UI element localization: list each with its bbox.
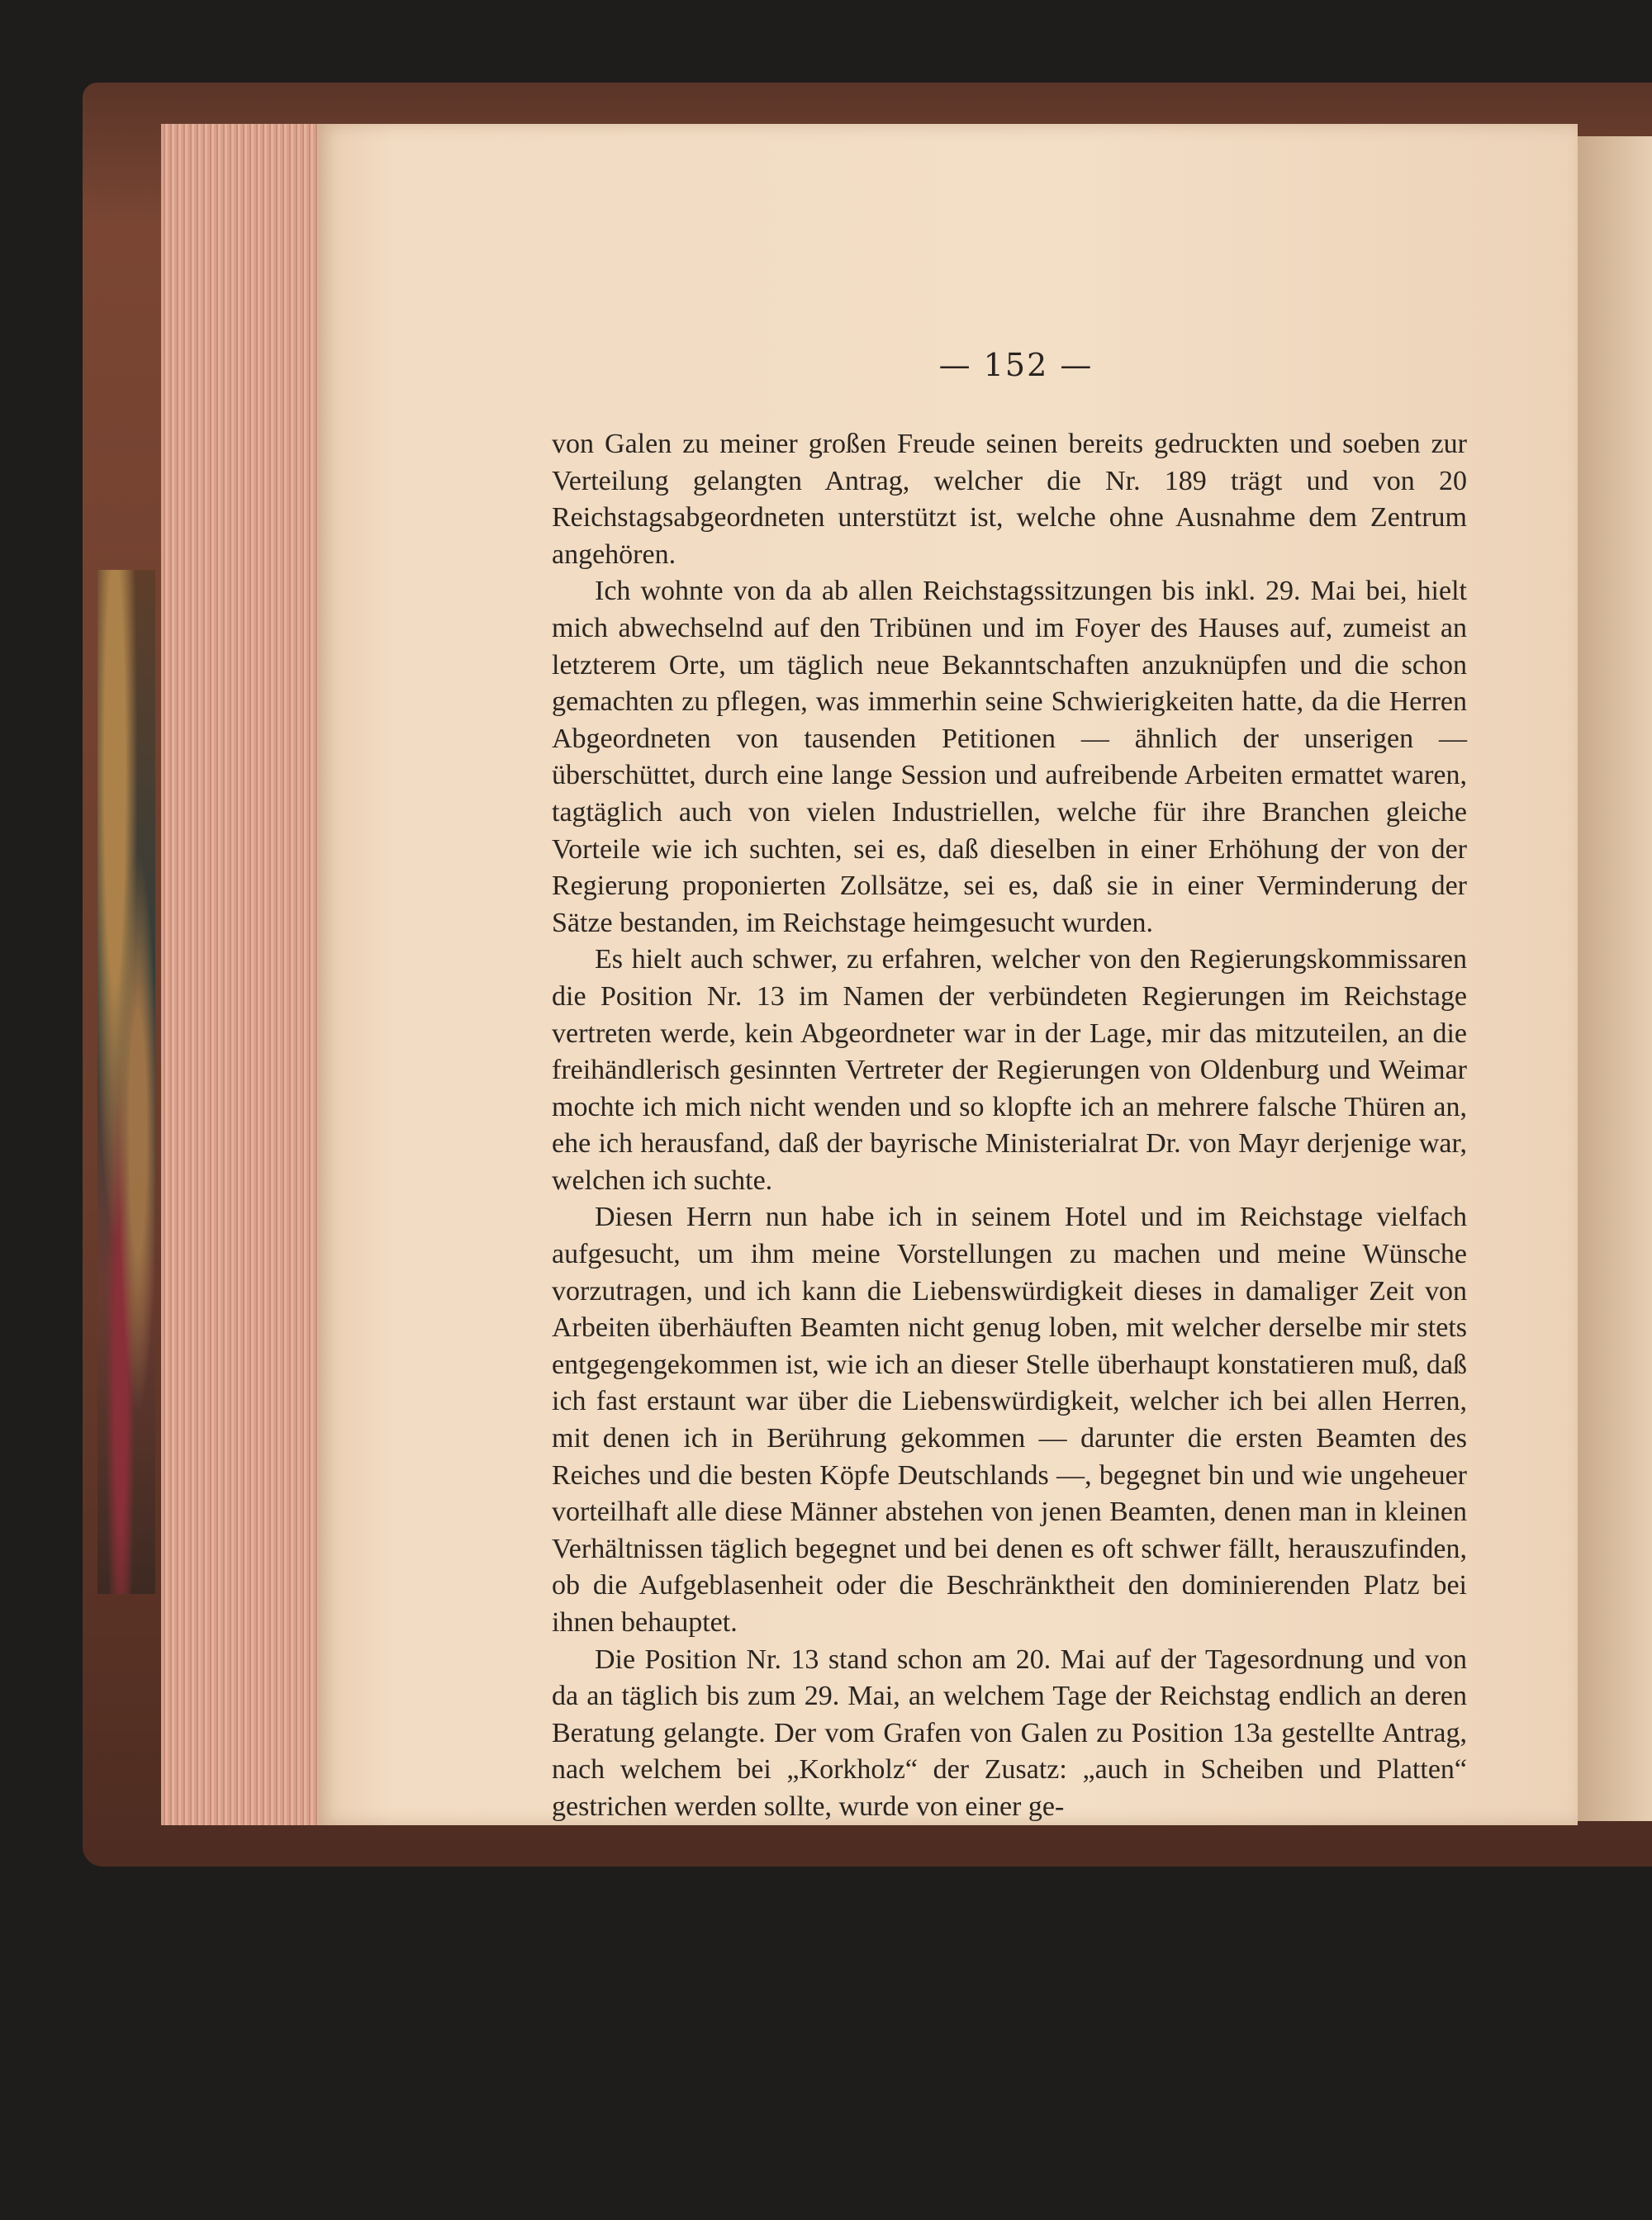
marbled-endpaper <box>97 570 155 1594</box>
paragraph-4: Diesen Herrn nun habe ich in seinem Hotel und im Reichstage vielfach aufgesucht, um ihm meine Vorstellungen zu machen und meine Wünsche vorzutragen, und ich kann die Liebenswürdigkeit dieses in damaliger Zeit von Arbeiten überhäuften Beamten nicht genug loben, mit welcher derselbe mir stets entgegengekommen ist, wie ich an dieser Stelle überhaupt konstatieren muß, daß ich fast erstaunt war über die Liebenswürdigkeit, welcher ich bei allen Herren, mit denen ich in Berührung gekommen — darunter die ersten Beamten des Reiches und die besten Köpfe Deutschlands —, begegnet bin und wie ungeheuer vorteilhaft alle diese Männer abstehen von jenen Beamten, denen man in kleinen Verhältnissen täglich begegnet und bei denen es oft schwer fällt, herauszufinden, ob die Aufgeblasenheit oder die Beschränktheit den dominierenden Platz bei ihnen behauptet. <box>552 1202 1467 1638</box>
paragraph-1: von Galen zu meiner großen Freude seinen bereits gedruckten und soeben zur Verteilung gelangten Antrag, welcher die Nr. 189 trägt und von 20 Reichstagsabgeordneten unterstützt ist, welche ohne Ausnahme dem Zentrum angehören. <box>552 429 1467 570</box>
paragraph-5: Die Position Nr. 13 stand schon am 20. Mai auf der Tagesordnung und von da an täglich bis zum 29. Mai, an welchem Tage der Reichstag endlich an deren Beratung gelangte. Der vom Grafen von Galen zu Position 13a gestellte Antrag, nach welchem bei „Korkholz“ der Zusatz: „auch in Scheiben und Platten“ gestrichen werden sollte, wurde von einer ge- <box>552 1644 1467 1822</box>
page-edges <box>161 124 318 1825</box>
page-text <box>552 426 1467 1826</box>
paragraph-3: Es hielt auch schwer, zu erfahren, welcher von den Regierungskommissaren die Position Nr. 13 im Namen der verbündeten Regierungen im Reichstage vertreten werde, kein Abgeordneter war in der Lage, mir das mitzuteilen, an die freihändlerisch gesinnten Vertreter der Regierungen von Oldenburg und Weimar mochte ich mich nicht wenden und so klopfte ich an mehrere falsche Thüren an, ehe ich herausfand, daß der bayrische Ministerialrat Dr. von Mayr derjenige war, welchen ich suchte. <box>552 944 1467 1196</box>
page-number: — 152 — <box>938 347 1094 383</box>
facing-page-edge <box>1578 136 1652 1821</box>
paragraph-2: Ich wohnte von da ab allen Reichstagssitzungen bis inkl. 29. Mai bei, hielt mich abwechselnd auf den Tribünen und im Foyer des Hauses auf, zumeist an letzterem Orte, um täglich neue Bekanntschaften anzuknüpfen und die schon gemachten zu pflegen, was immerhin seine Schwierigkeiten hatte, da die Herren Abgeordneten von tausenden Petitionen — ähnlich der unserigen — überschüttet, durch eine lange Session und aufreibende Arbeiten ermattet waren, tagtäglich auch von vielen Industriellen, welche für ihre Branchen gleiche Vorteile wie ich suchten, sei es, daß dieselben in einer Erhöhung der von der Regierung proponierten Zollsätze, sei es, daß sie in einer Verminderung der Sätze bestanden, im Reichstage heimgesucht wurden. <box>552 576 1467 938</box>
